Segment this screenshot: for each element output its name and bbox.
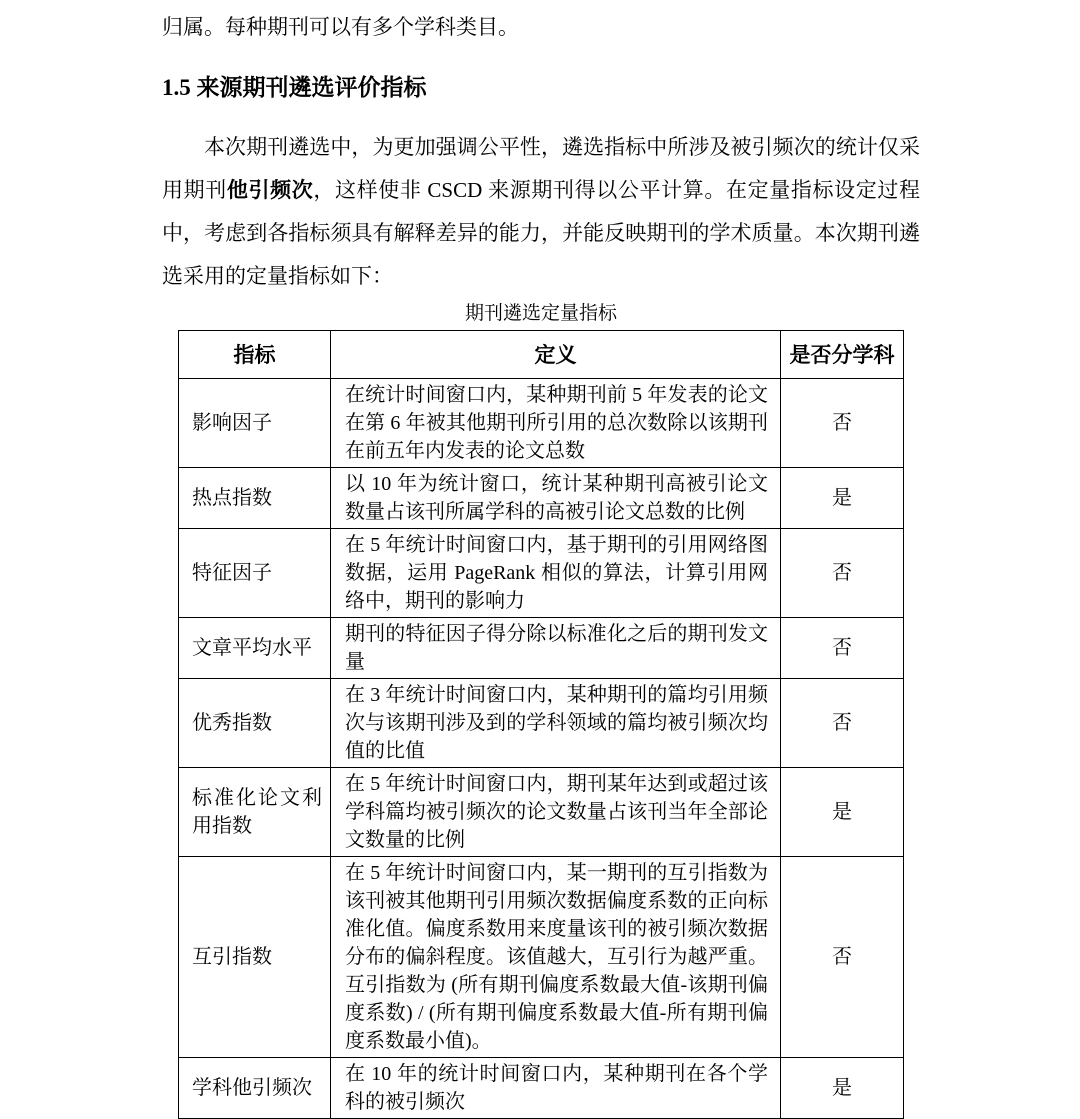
definition-cell: 在 3 年统计时间窗口内，某种期刊的篇均引用频次与该期刊涉及到的学科领域的篇均被引频次均值的比值 xyxy=(331,679,781,768)
indicator-cell: 影响因子 xyxy=(179,379,331,468)
indicator-table xyxy=(178,330,904,1119)
definition-cell: 在统计时间窗口内，某种期刊前 5 年发表的论文在第 6 年被其他期刊所引用的总次数除以该期刊在前五年内发表的论文总数 xyxy=(331,379,781,468)
row-article-average-level xyxy=(179,618,904,679)
definition-cell: 在 5 年统计时间窗口内，某一期刊的互引指数为该刊被其他期刊引用频次数据偏度系数的正向标准化值。偏度系数用来度量该刊的被引频次数据分布的偏斜程度。该值越大，互引行为越严重。互引指数为 (所有期刊偏度系数最大值-该期刊偏度系数) / (所有期刊偏度系数最大值-所有期刊偏度系数最小值)。 xyxy=(331,857,781,1058)
indicator-cell: 互引指数 xyxy=(179,857,331,1058)
indicator-cell: 标准化论文利用指数 xyxy=(179,768,331,857)
by-subject-cell: 否 xyxy=(781,529,904,618)
by-subject-cell: 否 xyxy=(781,618,904,679)
by-subject-cell: 否 xyxy=(781,857,904,1058)
paragraph-bold-term: 他引频次 xyxy=(226,178,314,202)
definition-cell: 期刊的特征因子得分除以标准化之后的期刊发文量 xyxy=(331,618,781,679)
table-caption: 期刊遴选定量指标 xyxy=(464,303,617,324)
indicator-cell: 文章平均水平 xyxy=(179,618,331,679)
by-subject-cell: 是 xyxy=(781,1058,904,1119)
table-header-row xyxy=(179,331,904,379)
header-definition: 定义 xyxy=(331,331,781,379)
row-eigenfactor xyxy=(179,529,904,618)
definition-cell: 以 10 年为统计窗口，统计某种期刊高被引论文数量占该刊所属学科的高被引论文总数的比例 xyxy=(331,468,781,529)
by-subject-cell: 是 xyxy=(781,768,904,857)
section-heading: 1.5 来源期刊遴选评价指标 xyxy=(162,75,427,100)
row-impact-factor xyxy=(179,379,904,468)
header-by-subject: 是否分学科 xyxy=(781,331,904,379)
definition-cell: 在 10 年的统计时间窗口内，某种期刊在各个学科的被引频次 xyxy=(331,1058,781,1119)
row-mutual-citation-index xyxy=(179,857,904,1058)
indicator-cell: 优秀指数 xyxy=(179,679,331,768)
intro-line: 归属。每种期刊可以有多个学科类目。 xyxy=(162,15,519,39)
paragraph-text-after: ，这样使非 CSCD 来源期刊得以公平计算。在定量指标设定过程中，考虑到各指标须具有解释差异的能力，并能反映期刊的学术质量。本次期刊遴选采用的定量指标如下： xyxy=(162,178,921,288)
indicator-cell: 特征因子 xyxy=(179,529,331,618)
by-subject-cell: 是 xyxy=(781,468,904,529)
by-subject-cell: 否 xyxy=(781,679,904,768)
indicator-cell: 学科他引频次 xyxy=(179,1058,331,1119)
row-normalized-paper-utilization-index xyxy=(179,768,904,857)
indicator-cell: 热点指数 xyxy=(179,468,331,529)
row-excellence-index xyxy=(179,679,904,768)
body-paragraph xyxy=(162,126,920,298)
by-subject-cell: 否 xyxy=(781,379,904,468)
definition-cell: 在 5 年统计时间窗口内，基于期刊的引用网络图数据，运用 PageRank 相似的算法，计算引用网络中，期刊的影响力 xyxy=(331,529,781,618)
definition-cell: 在 5 年统计时间窗口内，期刊某年达到或超过该学科篇均被引频次的论文数量占该刊当年全部论文数量的比例 xyxy=(331,768,781,857)
row-hot-index xyxy=(179,468,904,529)
row-subject-other-citation-count xyxy=(179,1058,904,1119)
paragraph-text-before: 本次期刊遴选中，为更加强调公平性，遴选指标中所涉及被引频次的统计仅采用期刊 xyxy=(162,135,920,202)
header-indicator: 指标 xyxy=(179,331,331,379)
